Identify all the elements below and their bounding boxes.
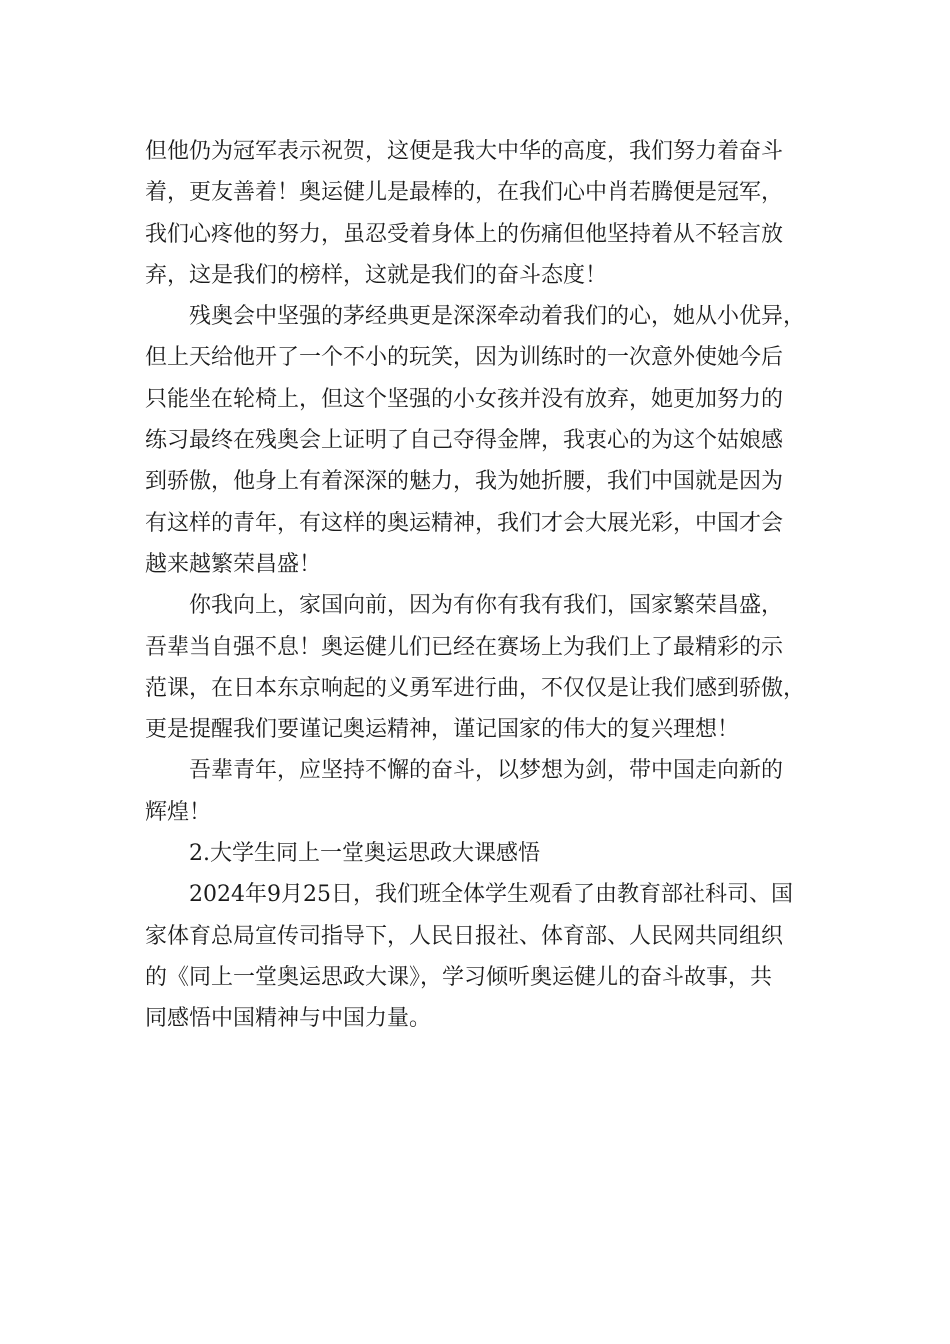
text-line: 练习最终在残奥会上证明了自己夺得金牌，我衷心的为这个姑娘感 xyxy=(145,428,784,454)
paragraph-first-line: 2024年9月25日，我们班全体学生观看了由教育部社科司、国 xyxy=(189,882,793,908)
text-line: 的《同上一堂奥运思政大课》，学习倾听奥运健儿的奋斗故事，共 xyxy=(145,964,773,990)
text-line: 辉煌！ xyxy=(145,799,212,825)
text-line: 吾辈当自强不息！奥运健儿们已经在赛场上为我们上了最精彩的示 xyxy=(145,634,784,660)
text-line: 但他仍为冠军表示祝贺，这便是我大中华的高度，我们努力着奋斗 xyxy=(145,139,784,164)
text-line: 到骄傲，他身上有着深深的魅力，我为她折腰，我们中国就是因为 xyxy=(145,469,784,495)
text-line: 弃，这是我们的榜样，这就是我们的奋斗态度！ xyxy=(145,262,608,288)
text-line: 越来越繁荣昌盛！ xyxy=(145,551,322,577)
text-line: 有这样的青年，有这样的奥运精神，我们才会大展光彩，中国才会 xyxy=(145,510,784,536)
paragraph-first-line: 吾辈青年，应坚持不懈的奋斗，以梦想为剑，带中国走向新的 xyxy=(189,758,784,784)
text-line: 家体育总局宣传司指导下，人民日报社、体育部、人民网共同组织 xyxy=(145,923,784,949)
text-line: 我们心疼他的努力，虽忍受着身体上的伤痛但他坚持着从不轻言放 xyxy=(145,221,784,247)
section-heading: 2.大学生同上一堂奥运思政大课感悟 xyxy=(189,841,540,867)
text-line: 同感悟中国精神与中国力量。 xyxy=(145,1006,432,1032)
text-line: 范课，在日本东京响起的义勇军进行曲，不仅仅是让我们感到骄傲， xyxy=(145,675,806,701)
text-line: 更是提醒我们要谨记奥运精神，谨记国家的伟大的复兴理想！ xyxy=(145,717,740,743)
text-line: 但上天给他开了一个不小的玩笑，因为训练时的一次意外使她今后 xyxy=(145,345,784,371)
paragraph-first-line: 你我向上，家国向前，因为有你有我有我们，国家繁荣昌盛， xyxy=(189,593,784,619)
paragraph-first-line: 残奥会中坚强的茅经典更是深深牵动着我们的心，她从小优异， xyxy=(189,304,806,330)
document-body xyxy=(145,131,810,1040)
text-line: 着，更友善着！奥运健儿是最棒的，在我们心中肖若腾便是冠军， xyxy=(145,180,784,206)
text-line: 只能坐在轮椅上，但这个坚强的小女孩并没有放弃，她更加努力的 xyxy=(145,386,784,412)
